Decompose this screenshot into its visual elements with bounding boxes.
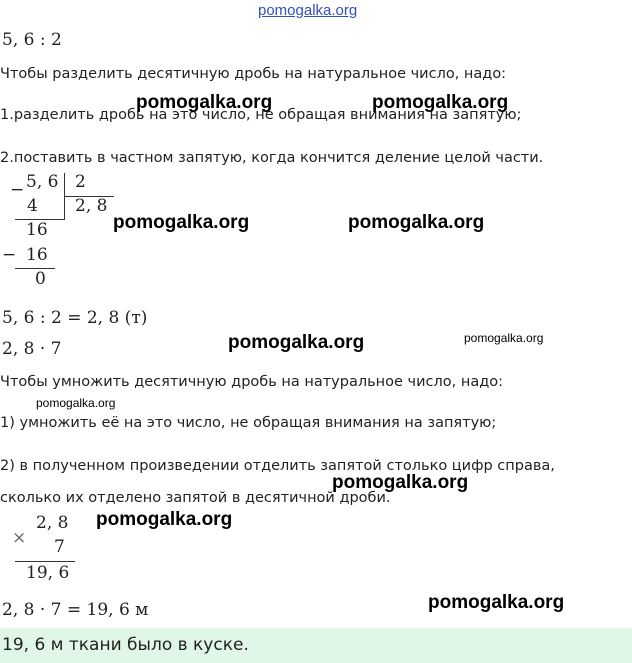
division-expression: 5, 6 : 2 bbox=[2, 30, 62, 50]
subtrahend-2: 16 bbox=[26, 245, 48, 265]
division-step-2: 2.поставить в частном запятую, когда кончится деление целой части. bbox=[0, 150, 544, 166]
multiplication-rule: Чтобы умножить десятичную дробь на натуральное число, надо: bbox=[0, 374, 503, 390]
times-sign: × bbox=[12, 528, 27, 548]
product: 19, 6 bbox=[26, 563, 70, 583]
watermark: pomogalka.org bbox=[372, 92, 509, 113]
multiplication-step-2b: сколько их отделено запятой в десятичной дроби. bbox=[0, 490, 391, 506]
header-link[interactable]: pomogalka.org bbox=[258, 2, 358, 19]
watermark: pomogalka.org bbox=[348, 212, 485, 233]
division-step-1: 1.разделить дробь на это число, не обращая внимания на запятую; bbox=[0, 107, 522, 123]
multiplication-step-1: 1) умножить её на это число, не обращая внимания на запятую; bbox=[0, 415, 497, 431]
subtrahend-1: 4 bbox=[27, 196, 38, 216]
quotient: 2, 8 bbox=[75, 196, 108, 216]
dividend: 5, 6 bbox=[26, 172, 59, 192]
multiplication-result: 2, 8 · 7 = 19, 6 м bbox=[2, 600, 149, 620]
multiplicand: 2, 8 bbox=[36, 513, 69, 533]
minus-sign: − bbox=[2, 245, 17, 265]
multiplication-expression: 2, 8 · 7 bbox=[2, 339, 62, 359]
watermark: pomogalka.org bbox=[464, 331, 544, 345]
minus-sign: − bbox=[10, 180, 25, 200]
watermark: pomogalka.org bbox=[96, 509, 233, 530]
multiplier: 7 bbox=[54, 537, 65, 557]
divisor: 2 bbox=[75, 172, 86, 192]
answer-box bbox=[0, 628, 632, 663]
watermark: pomogalka.org bbox=[228, 332, 365, 353]
multiplication-step-2a: 2) в полученном произведении отделить запятой столько цифр справа, bbox=[0, 458, 555, 474]
division-result: 5, 6 : 2 = 2, 8 (т) bbox=[2, 308, 148, 328]
watermark: pomogalka.org bbox=[332, 472, 469, 493]
watermark: pomogalka.org bbox=[113, 212, 250, 233]
remainder-2: 0 bbox=[35, 269, 46, 289]
remainder-1: 16 bbox=[26, 220, 48, 240]
watermark: pomogalka.org bbox=[428, 592, 565, 613]
watermark: pomogalka.org bbox=[36, 396, 116, 410]
division-rule: Чтобы разделить десятичную дробь на натуральное число, надо: bbox=[0, 66, 507, 82]
watermark: pomogalka.org bbox=[136, 92, 273, 113]
answer-text: 19, 6 м ткани было в куске. bbox=[2, 635, 249, 655]
